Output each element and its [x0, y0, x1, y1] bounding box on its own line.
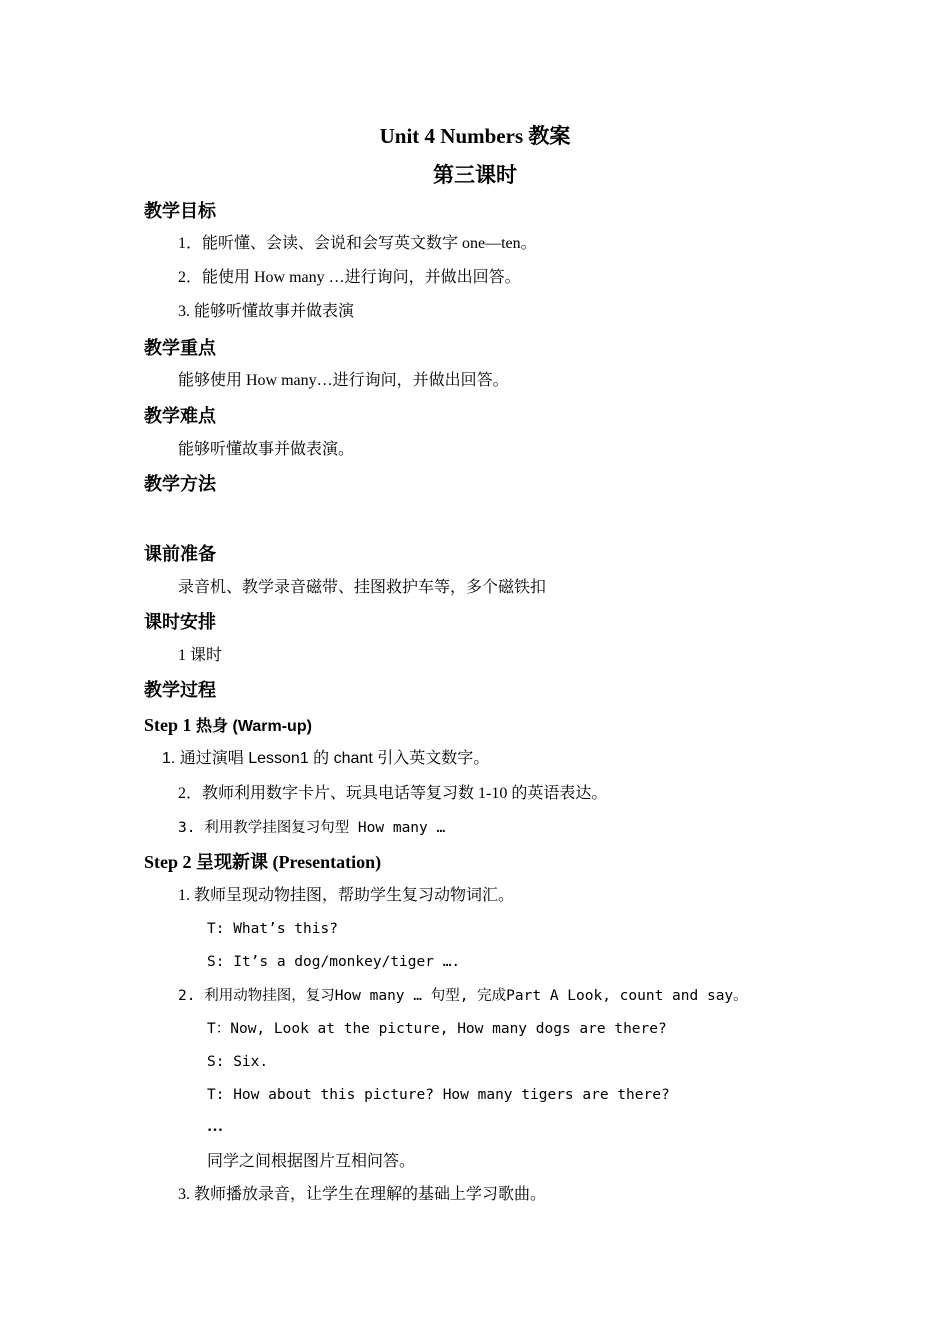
step1-item: 3. 利用教学挂图复习句型 How many … — [178, 820, 446, 836]
goal-item: 1．能听懂、会读、会说和会写英文数字 one—ten。 — [178, 235, 537, 252]
difficulties-text: 能够听懂故事并做表演。 — [178, 441, 355, 458]
dialogue-line: 同学之间根据图片互相问答。 — [207, 1153, 416, 1170]
dialogue-line: S: Six. — [207, 1054, 269, 1070]
schedule-text: 1 课时 — [178, 647, 223, 664]
dialogue-line: T：Now, Look at the picture, How many dogs are there? — [207, 1021, 667, 1037]
document-title: Unit 4 Numbers 教案 — [379, 124, 571, 148]
step1-heading — [144, 713, 312, 739]
document-subtitle: 第三课时 — [433, 163, 517, 187]
step1-title-en: (Warm-up) — [232, 718, 312, 735]
step2-item: 3. 教师播放录音，让学生在理解的基础上学习歌曲。 — [178, 1186, 547, 1203]
section-heading-key-points: 教学重点 — [144, 338, 216, 358]
step1-label: Step 1 — [144, 715, 192, 735]
goal-item: 3. 能够听懂故事并做表演 — [178, 303, 355, 320]
step2-item: 1. 教师呈现动物挂图，帮助学生复习动物词汇。 — [178, 887, 515, 904]
dialogue-line: S: It’s a dog/monkey/tiger …. — [207, 954, 461, 970]
section-heading-difficulties: 教学难点 — [144, 406, 216, 426]
step1-title-cn: 热身 — [196, 718, 229, 735]
goal-item: 2．能使用 How many …进行询问，并做出回答。 — [178, 269, 521, 286]
step2-item: 2. 利用动物挂图，复习How many … 句型, 完成Part A Look, count and say。 — [178, 988, 748, 1004]
section-heading-preparation: 课前准备 — [144, 544, 216, 564]
ellipsis-line: … — [207, 1118, 223, 1135]
section-heading-schedule: 课时安排 — [144, 612, 216, 632]
step1-item: 2．教师利用数字卡片、玩具电话等复习数 1-10 的英语表达。 — [178, 785, 608, 802]
step1-item: 1. 通过演唱 Lesson1 的 chant 引入英文数字。 — [162, 750, 490, 767]
dialogue-line: T: How about this picture? How many tigers are there? — [207, 1087, 670, 1103]
preparation-text: 录音机、教学录音磁带、挂图救护车等，多个磁铁扣 — [178, 579, 547, 596]
step2-heading: Step 2 呈现新课 (Presentation) — [144, 852, 382, 872]
key-points-text: 能够使用 How many…进行询问，并做出回答。 — [178, 372, 509, 389]
section-heading-process: 教学过程 — [144, 680, 216, 700]
dialogue-line: T: What’s this? — [207, 921, 338, 937]
section-heading-goals: 教学目标 — [144, 201, 216, 221]
section-heading-methods: 教学方法 — [144, 474, 216, 494]
